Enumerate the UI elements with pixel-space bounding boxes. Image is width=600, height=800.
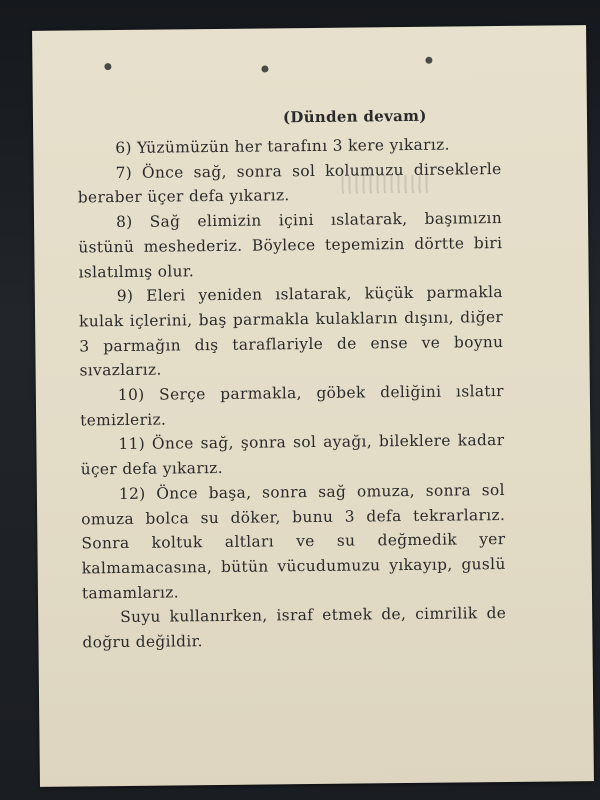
punch-hole — [104, 63, 111, 70]
punch-hole — [261, 65, 268, 72]
step-7: 7) Önce sağ, sonra sol kolumuzu dirseklerle beraber üçer defa yıkarız. — [77, 159, 502, 207]
continuation-heading: (Dünden devam) — [282, 106, 427, 127]
document-page — [32, 25, 594, 787]
document-body — [77, 132, 506, 655]
step-9: 9) Eleri yeniden ıslatarak, küçük parmakla kulak içlerini, baş parmakla kulakların dışını, diğer 3 parmağın dış taraflariyle de ense ve boynu sıvazlarız. — [79, 283, 504, 380]
step-11: 11) Önce sağ, şonra sol ayağı, bileklere kadar üçer defa yıkarız. — [80, 431, 505, 479]
step-6: 6) Yüzümüzün her tarafını 3 kere yıkarız. — [115, 135, 450, 158]
step-8: 8) Sağ elimizin içini ıslatarak, başımızın üstünü meshederiz. Böylece tepemizin dörtte biri ıslatılmış olur. — [78, 209, 503, 281]
punch-hole — [425, 57, 432, 64]
step-12: 12) Önce başa, sonra sağ omuza, sonra sol omuza bolca su döker, bunu 3 defa tekrarlarız. Sonra koltuk altları ve su değmedik yer kalmamacasına, bütün vücudumuzu yıkayıp, guslü tamamlarız. — [81, 480, 506, 603]
step-10: 10) Serçe parmakla, göbek deliğini ıslatır temizleriz. — [80, 382, 504, 430]
closing-note: Suyu kullanırken, israf etmek de, cimrilik de doğru değildir. — [82, 604, 507, 652]
